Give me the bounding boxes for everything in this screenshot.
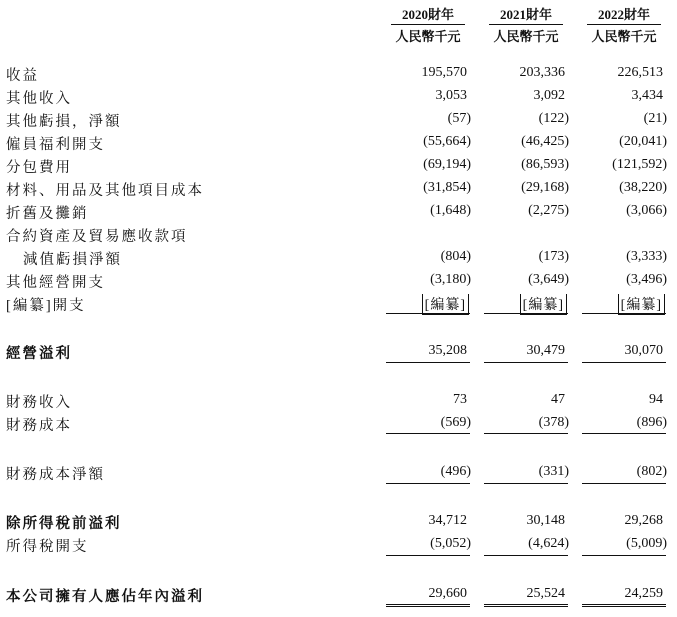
row-subcontracting-2020: (69,194) <box>423 157 471 172</box>
row-depreciation-2020: (1,648) <box>430 203 471 218</box>
row-depreciation-2022: (3,066) <box>626 203 667 218</box>
double-rule-2020 <box>386 604 470 607</box>
rule-income-tax-2021 <box>484 555 568 556</box>
row-label-finance-costs: 財務成本 <box>6 418 72 434</box>
row-label-other-operating: 其他經營開支 <box>6 275 105 291</box>
rule-net-finance-2021 <box>484 483 568 484</box>
row-other-operating-2020: (3,180) <box>430 272 471 287</box>
column-unit-2022: 人民幣千元 <box>591 29 657 44</box>
row-other-losses-2020: (57) <box>447 111 471 126</box>
row-net-finance-costs-2020: (496) <box>440 464 471 479</box>
column-unit-2020: 人民幣千元 <box>395 29 461 44</box>
row-other-operating-2021: (3,649) <box>528 272 569 287</box>
row-operating-profit-2021: 30,479 <box>526 343 565 358</box>
row-finance-costs-2022: (896) <box>636 415 667 430</box>
row-employee-benefits-2020: (55,664) <box>423 134 471 149</box>
rule-income-tax-2020 <box>386 555 470 556</box>
row-label-income-tax: 所得稅開支 <box>6 539 89 555</box>
row-profit-attributable-2022: 24,259 <box>624 586 663 601</box>
double-rule-2022 <box>582 604 666 607</box>
row-net-finance-costs-2022: (802) <box>636 464 667 479</box>
row-employee-benefits-2021: (46,425) <box>521 134 569 149</box>
rule-redacted-2021 <box>484 313 568 314</box>
rule-redacted-2020 <box>386 313 470 314</box>
rule-operating-2020 <box>386 362 470 363</box>
row-other-operating-2022: (3,496) <box>626 272 667 287</box>
row-operating-profit-2022: 30,070 <box>624 343 663 358</box>
row-net-finance-costs-2021: (331) <box>538 464 569 479</box>
row-redacted-2021: [編纂] <box>520 294 567 315</box>
row-other-losses-2022: (21) <box>643 111 667 126</box>
row-employee-benefits-2022: (20,041) <box>619 134 667 149</box>
row-label-revenue: 收益 <box>6 68 39 84</box>
row-redacted-2020: [編纂] <box>422 294 469 315</box>
row-impairment-2021: (173) <box>538 249 569 264</box>
row-other-losses-2021: (122) <box>538 111 569 126</box>
row-profit-attributable-2020: 29,660 <box>428 586 467 601</box>
row-finance-costs-2020: (569) <box>440 415 471 430</box>
double-rule-2021 <box>484 604 568 607</box>
rule-net-finance-2022 <box>582 483 666 484</box>
row-finance-income-2021: 47 <box>551 392 565 407</box>
rule-operating-2021 <box>484 362 568 363</box>
row-label-operating-profit: 經營溢利 <box>6 346 72 362</box>
row-profit-before-tax-2021: 30,148 <box>526 513 565 528</box>
row-label-finance-income: 財務收入 <box>6 395 72 411</box>
row-label-net-finance-costs: 財務成本淨額 <box>6 467 105 483</box>
rule-net-finance-2020 <box>386 483 470 484</box>
column-header-2022: 2022財年 <box>587 4 661 25</box>
row-depreciation-2021: (2,275) <box>528 203 569 218</box>
row-label-depreciation: 折舊及攤銷 <box>6 206 89 222</box>
row-revenue-2020: 195,570 <box>421 65 467 80</box>
row-label-impairment: 減值虧損淨額 <box>23 252 122 268</box>
row-finance-costs-2021: (378) <box>538 415 569 430</box>
row-income-tax-2020: (5,052) <box>430 536 471 551</box>
row-subcontracting-2022: (121,592) <box>612 157 667 172</box>
row-label-other-losses: 其他虧損，淨額 <box>6 114 122 130</box>
rule-finance-2021 <box>484 433 568 434</box>
rule-finance-2020 <box>386 433 470 434</box>
row-other-income-2021: 3,092 <box>533 88 565 103</box>
row-redacted-2022: [編纂] <box>618 294 665 315</box>
row-label-profit-before-tax: 除所得稅前溢利 <box>6 516 122 532</box>
row-finance-income-2022: 94 <box>649 392 663 407</box>
row-income-tax-2022: (5,009) <box>626 536 667 551</box>
row-label-employee-benefits: 僱員福利開支 <box>6 137 105 153</box>
row-profit-before-tax-2020: 34,712 <box>428 513 467 528</box>
row-operating-profit-2020: 35,208 <box>428 343 467 358</box>
rule-operating-2022 <box>582 362 666 363</box>
row-other-income-2022: 3,434 <box>631 88 663 103</box>
row-impairment-2022: (3,333) <box>626 249 667 264</box>
row-finance-income-2020: 73 <box>453 392 467 407</box>
row-profit-before-tax-2022: 29,268 <box>624 513 663 528</box>
row-materials-2020: (31,854) <box>423 180 471 195</box>
rule-finance-2022 <box>582 433 666 434</box>
row-label-materials: 材料、用品及其他項目成本 <box>6 183 204 199</box>
row-materials-2021: (29,168) <box>521 180 569 195</box>
rule-redacted-2022 <box>582 313 666 314</box>
row-label-contract-assets: 合約資產及貿易應收款項 <box>6 229 188 245</box>
column-header-2020: 2020財年 <box>391 4 465 25</box>
row-other-income-2020: 3,053 <box>435 88 467 103</box>
row-label-profit-attributable: 本公司擁有人應佔年內溢利 <box>6 589 204 605</box>
row-label-subcontracting: 分包費用 <box>6 160 72 176</box>
row-profit-attributable-2021: 25,524 <box>526 586 565 601</box>
row-subcontracting-2021: (86,593) <box>521 157 569 172</box>
row-revenue-2022: 226,513 <box>617 65 663 80</box>
rule-income-tax-2022 <box>582 555 666 556</box>
row-revenue-2021: 203,336 <box>519 65 565 80</box>
row-impairment-2020: (804) <box>440 249 471 264</box>
column-unit-2021: 人民幣千元 <box>493 29 559 44</box>
row-label-redacted-expenses: [編纂]開支 <box>6 298 86 314</box>
column-header-2021: 2021財年 <box>489 4 563 25</box>
row-income-tax-2021: (4,624) <box>528 536 569 551</box>
row-materials-2022: (38,220) <box>619 180 667 195</box>
row-label-other-income: 其他收入 <box>6 91 72 107</box>
